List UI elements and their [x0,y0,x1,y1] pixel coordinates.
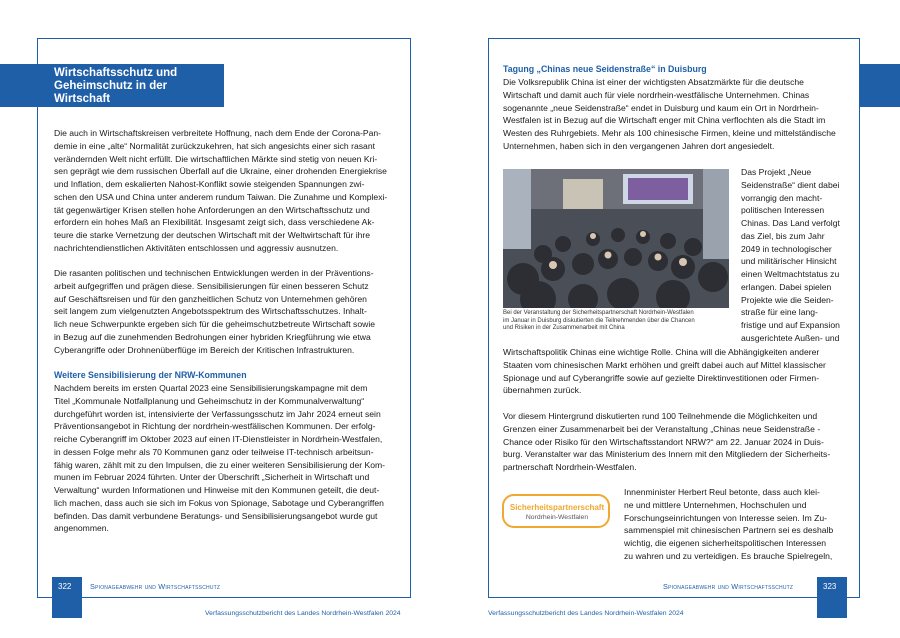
section-title: Wirtschaftsschutz und Geheimschutz in der Wirtschaft [54,67,178,105]
right-para-2: Wirtschaftspolitik Chinas eine wichtige Rolle. China will die Abhängigkeiten anderer Staaten vom chinesischen Markt erhöhen und greift dabei auch auf Mittel klassischer Spionage und auf Cyberangriffe sowie auf gezielte Direktinvestitionen oder Firmen- übernahmen zurück. [503,347,826,396]
right-para-4: Innenminister Herbert Reul betonte, dass auch klei- ne und mittlere Unternehmen, Hochschulen und Forschungseinrichtungen von Interesse seien. Im Zu- sammenspiel mit chinesischen Partnern sei es deshalb wichtig, die eigenen sicherheitspolitischen Interessen zu wahren und zu verteidigen. Es brauche Spielregeln, [624,487,834,561]
right-running-head: Spionageabwehr und Wirtschaftsschutz [663,582,794,591]
right-para-1-block [503,76,848,153]
sicherheitspartnerschaft-logo [502,494,612,528]
left-para-1: Die auch in Wirtschaftskreisen verbreitete Hoffnung, nach dem Ende der Corona-Pan- demie in eine „alte“ Normalität zurückzukehren, hat sich angesichts einer sich rasant verändernden Welt nicht erfüllt. Die wirtschaftlichen Märkte sind stetig von neuen Kri- sen geprägt wie dem russischen Überfall auf die Ukraine, einer drohenden Energiekrise und Inflation, dem eskalierten Nahost-Konflikt sowie steigenden Spannungen zwi- schen den USA und China unter anderem rundum Taiwan. Die Zunahme und Komplexi- tät gegenwärtiger Krisen stellen hohe Anforderungen an den Wirtschaftsschutz und erfordern ein hohes Maß an Flexibilität. Insgesamt zeigt sich, dass verschiedene Ak- teure die starke Vernetzung der deutschen Wirtschaft mit der Weltwirtschaft für ihre nachrichtendienstlichen Aktivitäten entschlossen und aggressiv ausnutzen. [54,128,388,253]
logo-line-2: Nordrhein-Westfalen [525,514,589,521]
right-footer: Verfassungsschutzbericht des Landes Nordrhein-Westfalen 2024 [488,610,684,617]
photo-caption: Bei der Veranstaltung der Sicherheitspartnerschaft Nordrhein-Westfalen im Januar in Duisburg diskutierten die Teilnehmenden über die Chancen und Risiken in der Zusammenarbeit mit China [503,310,695,331]
left-para-2: Die rasanten politischen und technischen Entwicklungen werden in der Präventions- arbeit aufgegriffen und prägen diese. Sensibilisierungen für einen besseren Schutz auf Geschäftsreisen und für den ganzheitlichen Schutz von Unternehmen gehören seit langem zum vielgenutzten Angebotsspektrum des Wirtschaftsschutzes. Inhalt- lich neue Schwerpunkte ergeben sich für die geheimschutzbetreute Wirtschaft sowie in Bezug auf die zunehmenden Bedrohungen einer hybriden Kriegführung wie etwa Cyberangriffe oder Drohnenüberflüge im Bereich der Kritischen Infrastrukturen. [54,268,376,355]
left-page-number: 322 [58,582,72,591]
right-side-text: Das Projekt „Neue Seidenstraße“ dient dabei vorrangig den macht- politischen Interessen Chinas. Das Land verfolgt das Ziel, bis zum Jahr 2049 in technologischer und militärischer Hinsicht einen Weltmachtstatus zu erlangen. Dabei spielen Projekte wie die Seiden- straße für eine lang- fristige und auf Expansion ausgerichtete Außen- und [741,167,840,343]
logo-line-1: Sicherheitspartnerschaft [509,503,605,512]
left-running-head: Spionageabwehr und Wirtschaftsschutz [90,582,221,591]
section-title-box [0,64,224,107]
right-para-1: Die Volksrepublik China ist einer der wichtigsten Absatzmärkte für die deutsche Wirtschaft und damit auch für viele nordrhein-westfälische Unternehmen. Chinas sogenannte „neue Seidenstraße“ endet in Duisburg und kaum ein Ort in Nordrhein- Westfalen ist in Bezug auf die Wirtschaft enger mit China verflochten als die Stadt im Westen des Ruhrgebiets. Mehr als 100 chinesische Firmen, kleine und mittelständische Unternehmen, haben sich in den vergangenen Jahren dort angesiedelt. [503,77,836,151]
right-accent-bar [860,64,900,107]
conference-photo-graphic [503,169,729,308]
right-para-3-block [503,410,848,474]
right-para-3: Vor diesem Hintergrund diskutierten rund 100 Teilnehmende die Möglichkeiten und Grenzen einer Zusammenarbeit bei der Veranstaltung „Chinas neue Seidenstraße - Chance oder Risiko für den Wirtschaftsstandort NRW?“ am 22. Januar 2024 in Duis- burg. Veranstalter war das Ministerium des Innern mit den Mitgliedern der Sicherheits- partnerschaft Nordrhein-Westfalen. [503,411,831,472]
right-heading: Tagung „Chinas neue Seidenstraße“ in Duisburg [503,64,707,74]
left-para-3: Nachdem bereits im ersten Quartal 2023 eine Sensibilisierungskampagne mit dem Titel „Kommunale Notfallplanung und Geheimschutz in der Kommunalverwaltung“ durchgeführt worden ist, intensivierte der Verfassungsschutz im Jahr 2024 erneut sein Präventionsangebot in Richtung der nordrhein-westfälischen Kommunen. Der erfolg- reiche Cyberangriff im Oktober 2023 auf einen IT-Dienstleister in Nordrhein-Westfalen, in dessen Folge mehr als 70 Kommunen ganz oder teilweise IT-technisch arbeitsun- fähig waren, zählt mit zu den Impulsen, die zu einer weiteren Sensibilisierung der Kom- munen im Februar 2024 führten. Unter der Überschrift „Sicherheit in Wirtschaft und Verwaltung“ wurden Informationen und Hinweise mit den Kommunen geteilt, die deut- lich machen, dass auch sie sich im Fokus von Spionage, Sabotage und Cyberangriffen befinden. Das damit verbundene Beratungs- und Sensibilisierungsangebot wurde gut angenommen. [54,383,386,534]
right-side-text-block [741,166,851,345]
left-heading-2: Weitere Sensibilisierung der NRW-Kommunen [54,370,247,380]
right-para-4-block [624,486,854,563]
left-footer: Verfassungsschutzbericht des Landes Nordrhein-Westfalen 2024 [205,610,401,617]
right-para-2-block [503,346,848,397]
photo-caption-block [503,310,729,333]
conference-photo [503,169,729,308]
right-page-number: 323 [823,582,837,591]
left-para-1-block [54,127,399,255]
left-para-2-block [54,267,399,356]
left-para-3-block [54,382,399,535]
